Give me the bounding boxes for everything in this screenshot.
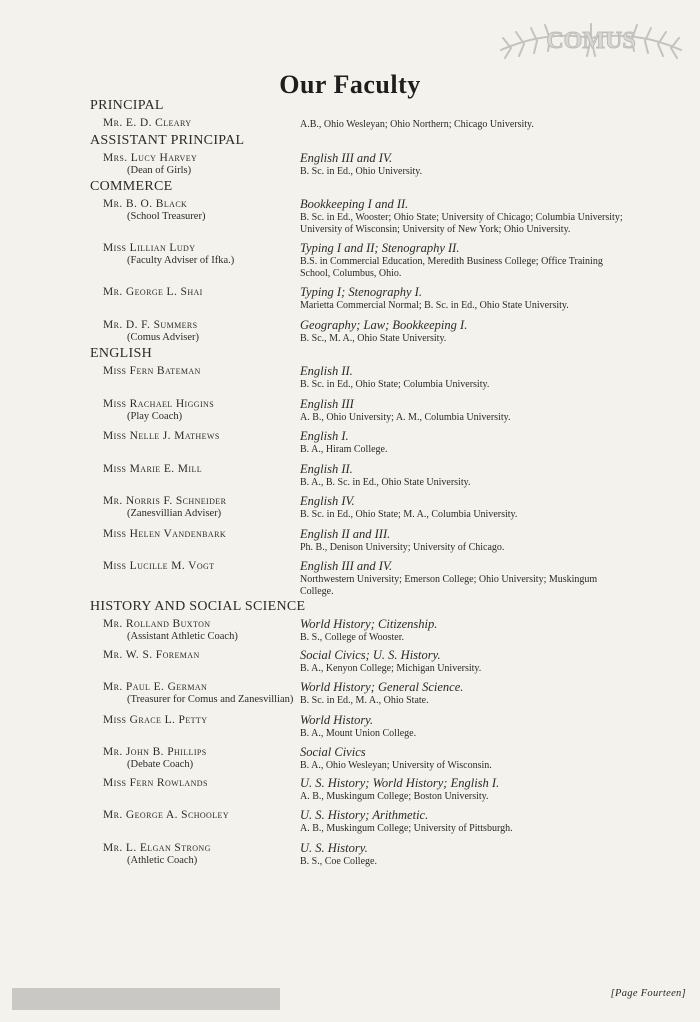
faculty-subjects: English II. [300,461,353,476]
faculty-degrees: B. Sc. in Ed., M. A., Ohio State. [300,695,429,706]
faculty-section [90,133,630,178]
faculty-info [296,197,630,235]
faculty-subjects: U. S. History; World History; English I. [300,775,500,790]
faculty-subjects: Social Civics; U. S. History. [300,647,441,662]
faculty-entry [90,559,630,597]
faculty-subjects: Typing I; Stenography I. [300,285,422,299]
faculty-degrees: B. A., B. Sc. in Ed., Ohio State University. [300,476,471,488]
faculty-section [90,98,630,131]
faculty-entry [90,285,630,312]
faculty-entry [90,808,630,835]
faculty-name: Mr. L. Elgan Strong [103,841,211,854]
faculty-subjects: Social Civics [300,745,366,759]
faculty-subjects: U. S. History. [300,840,368,855]
faculty-entry [90,745,630,772]
faculty-name: Mr. Rolland Buxton [103,618,211,630]
faculty-person [90,116,296,131]
faculty-name: Mrs. Lucy Harvey [103,151,198,164]
faculty-subjects: Geography; Law; Bookkeeping I. [300,317,468,332]
page-number: [Page Fourteen] [610,988,686,999]
faculty-info [296,559,630,597]
faculty-name: Miss Nelle J. Mathews [103,430,220,442]
faculty-entry [90,648,630,675]
faculty-name: Miss Rachael Higgins [103,397,215,410]
faculty-info [296,285,630,312]
faculty-subjects: Typing I and II; Stenography II. [300,241,460,255]
faculty-entry [90,841,630,868]
faculty-entry [90,241,630,279]
faculty-person [90,808,296,835]
faculty-degrees: A. B., Muskingum College; Boston University. [300,790,489,802]
section-heading: PRINCIPAL [90,98,164,113]
faculty-degrees: Northwestern University; Emerson College; Ohio University; Muskingum College. [300,574,598,597]
faculty-degrees: B. A., Kenyon College; Michigan University. [300,662,482,674]
faculty-person [90,429,296,456]
faculty-degrees: B. Sc. in Ed., Wooster; Ohio State; University of Chicago; Columbia University; University of Wisconsin; University of New York; Ohio University. [300,212,623,235]
faculty-name: Mr. B. O. Black [103,198,188,210]
faculty-subjects: English IV. [300,494,355,508]
faculty-person [90,617,296,644]
faculty-section [90,179,630,344]
page-title: Our Faculty [279,70,421,99]
faculty-degrees: B. Sc. in Ed., Ohio University. [300,165,423,177]
faculty-subjects: English II. [300,364,353,378]
faculty-degrees: A. B., Ohio University; A. M., Columbia University. [300,411,511,423]
faculty-section [90,346,630,597]
faculty-subjects: English I. [300,429,349,443]
faculty-info [296,429,630,456]
faculty-degrees: B. A., Ohio Wesleyan; University of Wisconsin. [300,760,492,771]
faculty-entry [90,397,630,424]
comus-logo-graphic [496,8,686,74]
faculty-entry [90,116,630,131]
faculty-name: Miss Fern Bateman [103,365,201,377]
faculty-role: (Play Coach) [127,410,183,422]
faculty-name: Miss Fern Rowlands [103,776,208,789]
faculty-role: (Zanesvillian Adviser) [127,508,222,519]
faculty-name: Mr. E. D. Cleary [103,117,192,129]
faculty-name: Mr. George L. Shai [103,286,203,298]
footer-bar [12,988,280,1010]
faculty-role: (Treasurer for Comus and Zanesvillian) [127,694,294,705]
faculty-name: Mr. D. F. Summers [103,318,198,331]
faculty-entry [90,318,630,345]
faculty-info [296,494,630,521]
faculty-entry [90,713,630,740]
faculty-person [90,462,296,489]
faculty-entry [90,462,630,489]
faculty-entry [90,617,630,644]
faculty-subjects: World History; General Science. [300,680,464,694]
faculty-info [296,241,630,279]
faculty-person [90,745,296,772]
faculty-subjects: English III and IV. [300,559,393,573]
faculty-degrees: B.S. in Commercial Education, Meredith Business College; Office Training School, Columbus, Ohio. [300,256,603,279]
faculty-degrees: B. Sc. in Ed., Ohio State; Columbia University. [300,379,490,390]
faculty-info [296,116,630,131]
faculty-role: (Assistant Athletic Coach) [127,631,238,642]
faculty-entry [90,364,630,391]
faculty-entry [90,680,630,707]
faculty-degrees: B. Sc., M. A., Ohio State University. [300,332,447,344]
faculty-entry [90,197,630,235]
faculty-name: Mr. George A. Schooley [103,809,229,821]
faculty-role: (School Treasurer) [127,211,206,222]
faculty-role: (Faculty Adviser of Ifka.) [127,255,235,266]
faculty-entry [90,429,630,456]
faculty-info [296,648,630,675]
faculty-person [90,364,296,391]
faculty-degrees: B. Sc. in Ed., Ohio State; M. A., Columbia University. [300,509,518,520]
faculty-person [90,241,296,279]
faculty-person [90,680,296,707]
faculty-subjects: Bookkeeping I and II. [300,197,409,211]
faculty-name: Miss Helen Vandenbark [103,527,226,540]
svg-text:COMUS: COMUS [546,28,636,54]
faculty-person [90,318,296,345]
faculty-subjects: World History; Citizenship. [300,617,438,631]
faculty-person [90,151,296,178]
faculty-person [90,648,296,675]
faculty-name: Mr. W. S. Foreman [103,648,200,661]
faculty-info [296,680,630,707]
faculty-degrees: A.B., Ohio Wesleyan; Ohio Northern; Chicago University. [300,119,534,130]
faculty-info [296,841,630,868]
faculty-subjects: English III [300,396,354,411]
faculty-name: Mr. Norris F. Schneider [103,495,227,507]
faculty-person [90,285,296,312]
faculty-person [90,494,296,521]
faculty-degrees: Ph. B., Denison University; University of Chicago. [300,541,505,553]
faculty-info [296,397,630,424]
faculty-entry [90,527,630,554]
faculty-info [296,462,630,489]
faculty-info [296,776,630,803]
comus-logo [496,8,686,74]
faculty-role: (Debate Coach) [127,759,194,770]
section-heading: ENGLISH [90,346,152,361]
faculty-info [296,808,630,835]
faculty-degrees: Marietta Commercial Normal; B. Sc. in Ed., Ohio State University. [300,300,569,311]
faculty-person [90,197,296,235]
faculty-section [90,599,630,867]
faculty-subjects: U. S. History; Arithmetic. [300,808,429,822]
faculty-subjects: English II and III. [300,526,391,541]
faculty-name: Mr. John B. Phillips [103,746,207,758]
faculty-entry [90,494,630,521]
faculty-degrees: A. B., Muskingum College; University of Pittsburgh. [300,823,513,834]
faculty-degrees: B. A., Hiram College. [300,444,388,455]
faculty-degrees: B. S., Coe College. [300,855,377,867]
faculty-degrees: B. A., Mount Union College. [300,727,417,739]
faculty-role: (Dean of Girls) [127,164,192,176]
section-heading: ASSISTANT PRINCIPAL [90,132,245,148]
faculty-info [296,527,630,554]
faculty-person [90,397,296,424]
faculty-name: Miss Marie E. Mill [103,462,203,475]
faculty-list [90,98,630,869]
faculty-role: (Athletic Coach) [127,854,198,866]
faculty-info [296,713,630,740]
faculty-entry [90,776,630,803]
faculty-entry [90,151,630,178]
faculty-name: Mr. Paul E. German [103,681,208,693]
faculty-person [90,713,296,740]
faculty-person [90,841,296,868]
faculty-subjects: English III and IV. [300,150,393,165]
faculty-degrees: B. S., College of Wooster. [300,632,405,643]
faculty-person [90,776,296,803]
section-heading: COMMERCE [90,179,173,194]
faculty-info [296,318,630,345]
faculty-info [296,151,630,178]
faculty-person [90,527,296,554]
faculty-role: (Comus Adviser) [127,331,200,343]
faculty-info [296,745,630,772]
faculty-name: Miss Grace L. Petty [103,713,208,726]
faculty-info [296,364,630,391]
faculty-subjects: World History. [300,712,374,727]
faculty-name: Miss Lucille M. Vogt [103,560,215,572]
section-heading: HISTORY AND SOCIAL SCIENCE [90,599,306,614]
faculty-info [296,617,630,644]
faculty-person [90,559,296,597]
faculty-name: Miss Lillian Ludy [103,242,196,254]
